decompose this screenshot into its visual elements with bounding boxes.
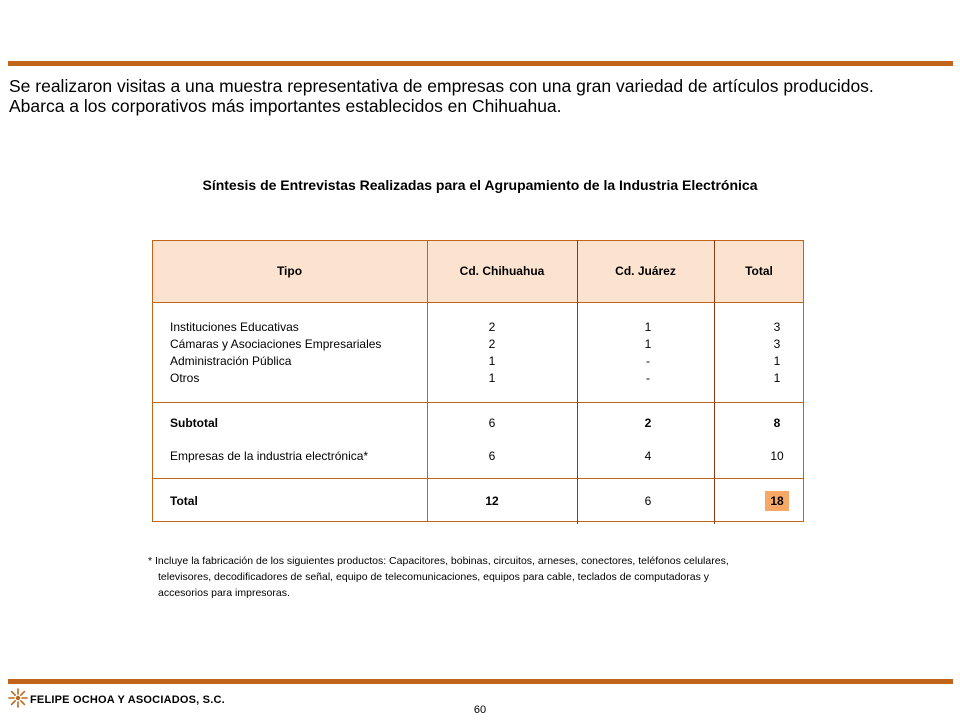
row-label: Instituciones Educativas bbox=[170, 320, 299, 334]
column-divider-1 bbox=[427, 240, 428, 522]
cell-chihuahua: 2 bbox=[488, 320, 496, 334]
cell-chihuahua: 1 bbox=[488, 354, 496, 368]
total-chihuahua: 12 bbox=[485, 494, 499, 508]
column-divider-3 bbox=[714, 240, 715, 524]
electronics-total: 10 bbox=[770, 449, 784, 463]
cell-chihuahua: 1 bbox=[488, 371, 496, 385]
subtotal-chihuahua: 6 bbox=[488, 416, 496, 430]
sunburst-logo-icon bbox=[8, 688, 28, 708]
header-total: Total bbox=[745, 264, 773, 278]
subtotal-total: 8 bbox=[773, 416, 781, 430]
footnote-line-2: televisores, decodificadores de señal, equipo de telecomunicaciones, equipos para cable, teclados de computadoras y bbox=[158, 571, 710, 583]
top-divider bbox=[8, 61, 953, 66]
row-label: Cámaras y Asociaciones Empresariales bbox=[170, 337, 382, 351]
total-juarez: 6 bbox=[644, 494, 652, 508]
interviews-table bbox=[152, 240, 804, 522]
header-juarez: Cd. Juárez bbox=[615, 264, 676, 278]
cell-juarez: 1 bbox=[644, 337, 652, 351]
cell-total: 1 bbox=[773, 354, 781, 368]
subtotal-separator bbox=[152, 402, 804, 403]
table-border-right bbox=[803, 303, 804, 522]
electronics-juarez: 4 bbox=[644, 449, 652, 463]
page-number: 60 bbox=[473, 704, 487, 716]
cell-chihuahua: 2 bbox=[488, 337, 496, 351]
subtotal-juarez: 2 bbox=[644, 416, 652, 430]
footnote-line-1: * Incluye la fabricación de los siguientes productos: Capacitores, bobinas, circuitos, arneses, conectores, teléfonos celulares, bbox=[148, 555, 729, 567]
electronics-label: Empresas de la industria electrónica* bbox=[170, 449, 369, 463]
cell-total: 1 bbox=[773, 371, 781, 385]
column-divider-2 bbox=[577, 240, 578, 524]
total-total: 18 bbox=[770, 494, 784, 508]
cell-total: 3 bbox=[773, 320, 781, 334]
row-label: Administración Pública bbox=[170, 354, 292, 368]
table-title: Síntesis de Entrevistas Realizadas para el Agrupamiento de la Industria Electrónica bbox=[202, 177, 758, 193]
cell-juarez: 1 bbox=[644, 320, 652, 334]
footnote-line-3: accesorios para impresoras. bbox=[158, 587, 290, 599]
table-border-left bbox=[152, 303, 153, 522]
intro-line-2: Abarca a los corporativos más importantes establecidos en Chihuahua. bbox=[9, 96, 562, 116]
company-name: FELIPE OCHOA Y ASOCIADOS, S.C. bbox=[30, 694, 225, 706]
footnote bbox=[148, 553, 848, 601]
electronics-chihuahua: 6 bbox=[488, 449, 496, 463]
intro-paragraph bbox=[9, 76, 951, 116]
total-label: Total bbox=[170, 494, 198, 508]
cell-total: 3 bbox=[773, 337, 781, 351]
total-separator bbox=[152, 478, 804, 479]
cell-juarez: - bbox=[646, 371, 650, 385]
subtotal-label: Subtotal bbox=[170, 416, 218, 430]
table-border-bottom bbox=[152, 521, 804, 522]
intro-line-1: Se realizaron visitas a una muestra representativa de empresas con una gran variedad de artículos producidos. bbox=[9, 76, 874, 96]
row-label: Otros bbox=[170, 371, 200, 385]
bottom-divider bbox=[8, 679, 953, 684]
cell-juarez: - bbox=[646, 354, 650, 368]
header-chihuahua: Cd. Chihuahua bbox=[459, 264, 545, 278]
header-tipo: Tipo bbox=[276, 264, 303, 278]
